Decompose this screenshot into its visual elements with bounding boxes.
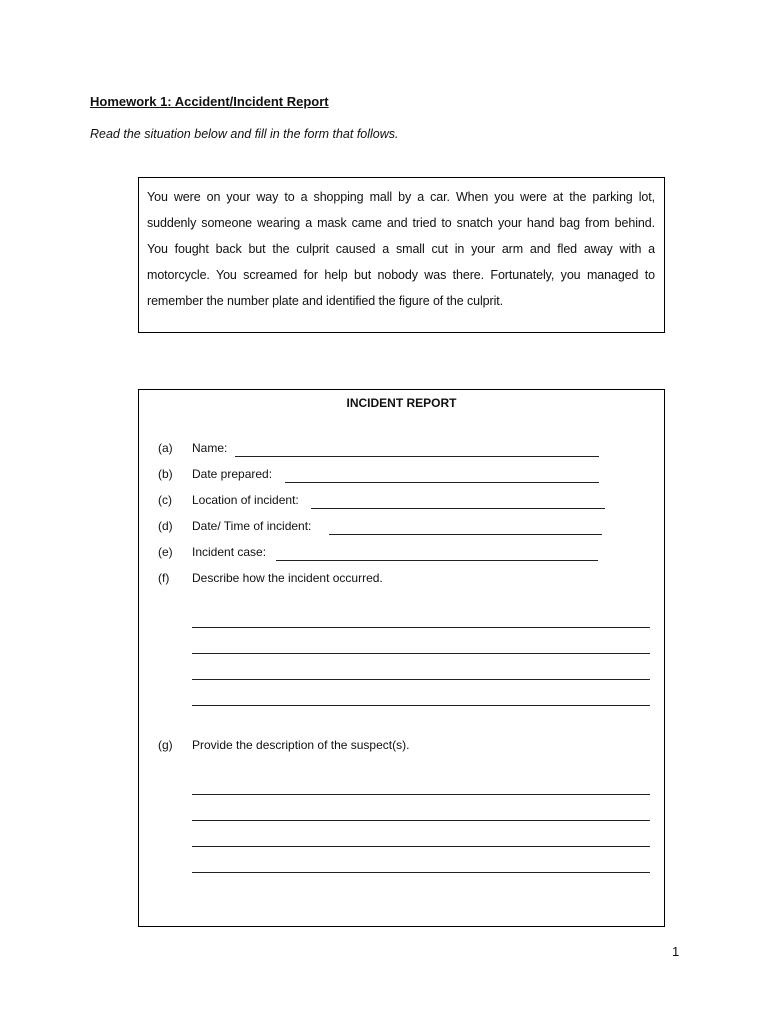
item-text: Provide the description of the suspect(s). — [192, 738, 410, 752]
incident-description-line[interactable] — [192, 705, 650, 706]
date-prepared-field[interactable] — [285, 482, 599, 483]
item-label: (f) — [158, 571, 170, 585]
item-text: Name: — [192, 441, 228, 455]
suspect-description-line[interactable] — [192, 846, 650, 847]
suspect-description-line[interactable] — [192, 820, 650, 821]
item-label: (d) — [158, 519, 173, 533]
date-time-field[interactable] — [329, 534, 602, 535]
item-label: (e) — [158, 545, 173, 559]
document-title: Homework 1: Accident/Incident Report — [90, 94, 329, 109]
item-text: Date prepared: — [192, 467, 273, 481]
item-label: (a) — [158, 441, 173, 455]
location-field[interactable] — [311, 508, 605, 509]
item-label: (b) — [158, 467, 173, 481]
scenario-text: You were on your way to a shopping mall by a car. When you were at the parking lot, suddenly someone wearing a mask came and tried to snatch your hand bag from behind. You fought back but the culprit caused a small cut in your arm and fled away with a motorcycle. You screamed for help but nobody was there. Fortunately, you managed to remember the number plate and identified the figure of the culprit. — [147, 190, 655, 308]
incident-case-field[interactable] — [276, 560, 598, 561]
item-text: Describe how the incident occurred. — [192, 571, 383, 585]
scenario-box — [138, 177, 665, 333]
report-title: INCIDENT REPORT — [346, 396, 457, 410]
item-label: (g) — [158, 738, 173, 752]
item-text: Incident case: — [192, 545, 267, 559]
item-text: Location of incident: — [192, 493, 299, 507]
name-field[interactable] — [235, 456, 599, 457]
item-text: Date/ Time of incident: — [192, 519, 312, 533]
incident-description-line[interactable] — [192, 653, 650, 654]
suspect-description-line[interactable] — [192, 872, 650, 873]
incident-description-line[interactable] — [192, 679, 650, 680]
incident-report-form — [138, 389, 665, 927]
page-number: 1 — [672, 944, 680, 959]
suspect-description-line[interactable] — [192, 794, 650, 795]
instructions: Read the situation below and fill in the form that follows. — [90, 127, 399, 141]
incident-description-line[interactable] — [192, 627, 650, 628]
item-label: (c) — [158, 493, 172, 507]
